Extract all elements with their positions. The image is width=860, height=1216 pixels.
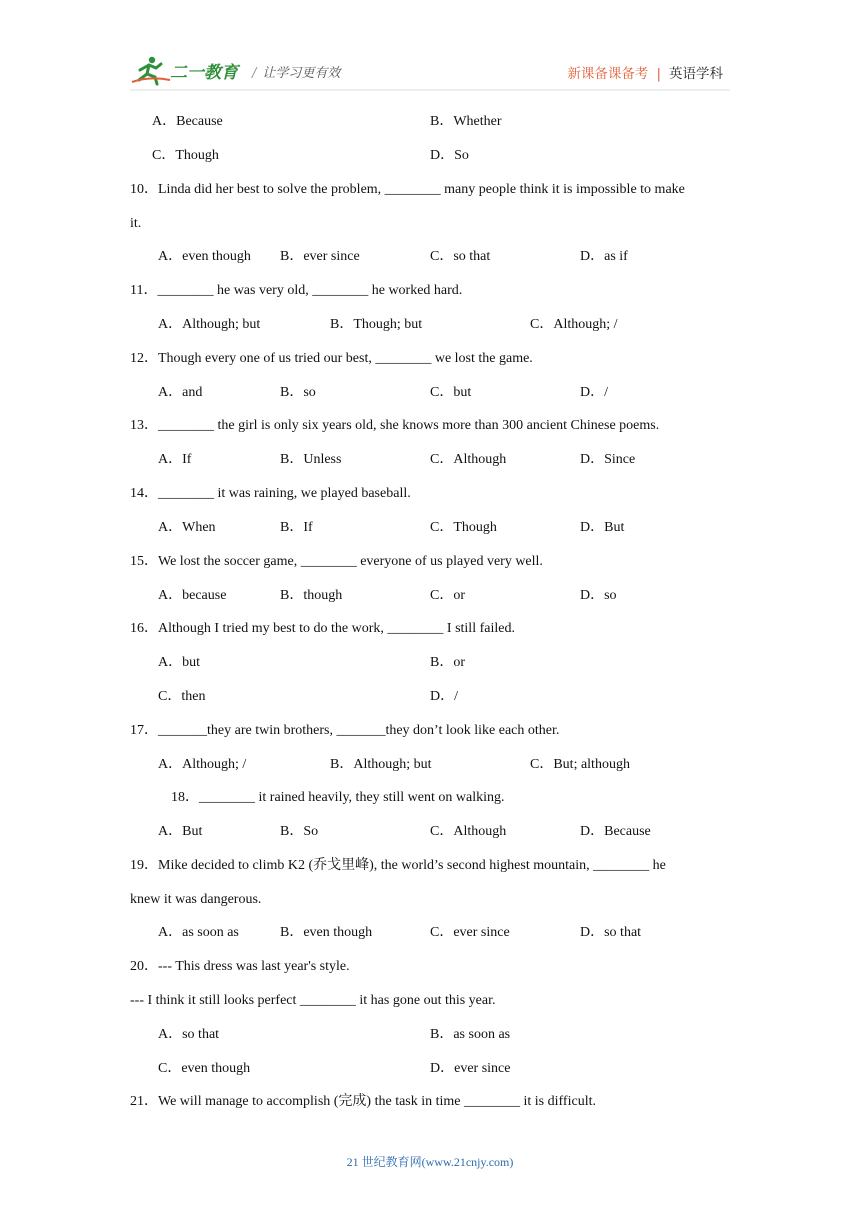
slogan: / 让学习更有效 [252, 66, 341, 81]
q13-option-d: D．Since [580, 452, 636, 467]
q12-stem: 12．Though every one of us tried our best, ________ we lost the game. [130, 351, 533, 366]
q15-option-d: D．so [580, 588, 617, 603]
q13-stem: 13．________ the girl is only six years old, she knows more than 300 ancient Chinese poems. [130, 418, 660, 433]
q16-option-b: B．or [430, 655, 465, 670]
q10-stem-line1: 10．Linda did her best to solve the problem, ________ many people think it is impossible to make [130, 182, 685, 197]
q11-stem: 11．________ he was very old, ________ he worked hard. [130, 283, 463, 298]
q19-option-c: C．ever since [430, 925, 510, 940]
q18-option-a: A．But [158, 824, 203, 839]
header-right-label: 新课备课备考 [567, 66, 649, 82]
q9-option-c: C．Though [152, 148, 219, 163]
q20-option-a: A．so that [158, 1027, 220, 1042]
q9-option-d: D．So [430, 148, 469, 163]
logo-text: 二一教育 [170, 63, 238, 83]
q17-option-a: A．Although; / [158, 757, 247, 772]
q20-stem-line2: --- I think it still looks perfect ________ it has gone out this year. [130, 993, 496, 1008]
q10-stem-line2: it. [130, 216, 142, 231]
q12-option-b: B．so [280, 385, 316, 400]
q20-stem-line1: 20．--- This dress was last year's style. [130, 959, 350, 974]
q14-option-c: C．Though [430, 520, 497, 535]
q21-stem: 21．We will manage to accomplish (完成) the task in time ________ it is difficult. [130, 1094, 596, 1109]
q13-option-b: B．Unless [280, 452, 342, 467]
q17-option-b: B．Although; but [330, 757, 432, 772]
q10-option-a: A．even though [158, 249, 251, 264]
slogan-text: 让学习更有效 [262, 66, 341, 81]
q12-option-d: D．/ [580, 385, 608, 400]
q12-option-a: A．and [158, 385, 203, 400]
q17-stem: 17．_______they are twin brothers, _______they don’t look like each other. [130, 723, 560, 738]
q14-option-b: B．If [280, 520, 313, 535]
q15-option-c: C．or [430, 588, 465, 603]
runner-icon [132, 57, 170, 84]
q10-option-d: D．as if [580, 249, 628, 264]
q11-option-c: C．Although; / [530, 317, 618, 332]
q19-option-d: D．so that [580, 925, 642, 940]
q16-stem: 16．Although I tried my best to do the work, ________ I still failed. [130, 621, 515, 636]
q18-stem: 18．________ it rained heavily, they still went on walking. [171, 790, 505, 805]
q16-option-d: D．/ [430, 689, 458, 704]
q9-option-a: A．Because [152, 114, 223, 129]
q9-option-b: B．Whether [430, 114, 502, 129]
header-right-tag [567, 62, 723, 82]
header-divider: | [656, 66, 661, 82]
q11-option-a: A．Although; but [158, 317, 261, 332]
q19-option-a: A．as soon as [158, 925, 239, 940]
q19-stem-line1: 19．Mike decided to climb K2 (乔戈里峰), the world’s second highest mountain, ________ he [130, 858, 666, 873]
q11-option-b: B．Though; but [330, 317, 423, 332]
q16-option-c: C．then [158, 689, 206, 704]
q14-stem: 14．________ it was raining, we played baseball. [130, 486, 411, 501]
q15-option-b: B．though [280, 588, 343, 603]
q10-option-b: B．ever since [280, 249, 360, 264]
q18-option-b: B．So [280, 824, 319, 839]
q14-option-a: A．When [158, 520, 216, 535]
q20-option-b: B．as soon as [430, 1027, 511, 1042]
q13-option-c: C．Although [430, 452, 507, 467]
q15-option-a: A．because [158, 588, 227, 603]
q15-stem: 15．We lost the soccer game, ________ everyone of us played very well. [130, 554, 543, 569]
q10-option-c: C．so that [430, 249, 491, 264]
page-footer: 21 世纪教育网(www.21cnjy.com) [346, 1155, 514, 1169]
q20-option-c: C．even though [158, 1061, 251, 1076]
q19-option-b: B．even though [280, 925, 373, 940]
q18-option-d: D．Because [580, 824, 651, 839]
q16-option-a: A．but [158, 655, 200, 670]
q20-option-d: D．ever since [430, 1061, 511, 1076]
q14-option-d: D．But [580, 520, 625, 535]
logo [130, 54, 242, 88]
header-rule [130, 89, 730, 91]
page-header [0, 52, 860, 92]
q12-option-c: C．but [430, 385, 472, 400]
q17-option-c: C．But; although [530, 757, 630, 772]
q13-option-a: A．If [158, 452, 192, 467]
q18-option-c: C．Although [430, 824, 507, 839]
q19-stem-line2: knew it was dangerous. [130, 892, 262, 907]
header-subject: 英语学科 [669, 66, 723, 82]
